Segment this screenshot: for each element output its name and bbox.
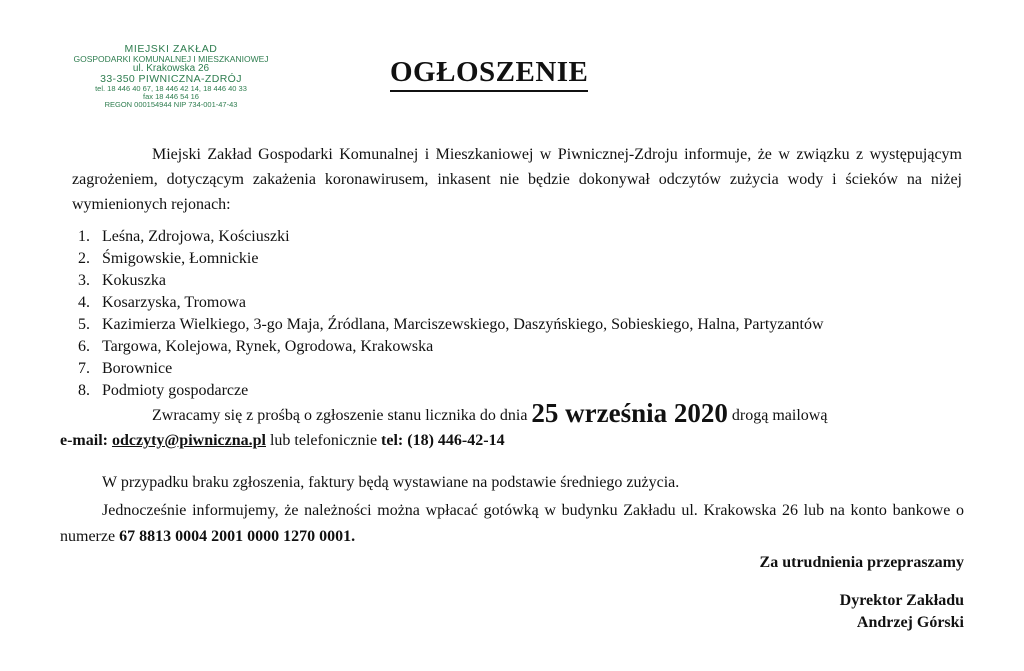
list-text: Kosarzyska, Tromowa <box>102 294 246 311</box>
company-stamp <box>68 44 274 109</box>
stamp-line: 33-350 PIWNICZNA-ZDRÓJ <box>100 73 242 86</box>
list-item <box>78 248 824 270</box>
list-number: 7. <box>78 360 90 377</box>
list-item <box>78 314 824 336</box>
intro-paragraph: Miejski Zakład Gospodarki Komunalnej i Mieszkaniowej w Piwnicznej-Zdroju informuje, że w związku z występującym zagrożeniem, dotyczącym zakażenia koronawirusem, inkasent nie będzie dokonywał odczytów zużycia wody i ścieków na niżej wymienionych rejonach: <box>72 146 962 213</box>
stamp-line: tel. 18 446 40 67, 18 446 42 14, 18 446 40 33 <box>95 84 247 94</box>
list-number: 8. <box>78 382 90 399</box>
phone-number: tel: (18) 446-42-14 <box>381 432 505 449</box>
list-item <box>78 336 824 358</box>
list-text: Leśna, Zdrojowa, Kościuszki <box>102 228 290 245</box>
deadline-paragraph <box>152 398 827 429</box>
signature-name: Andrzej Górski <box>856 614 964 631</box>
list-number: 6. <box>78 338 90 355</box>
billing-note: W przypadku braku zgłoszenia, faktury będą wystawiane na podstawie średniego zużycia. <box>102 474 680 491</box>
list-item <box>78 292 824 314</box>
list-text: Targowa, Kolejowa, Rynek, Ogrodowa, Krakowska <box>102 338 434 355</box>
list-number: 2. <box>78 250 90 267</box>
list-text: Kazimierza Wielkiego, 3-go Maja, Źródlana, Marciszewskiego, Daszyńskiego, Sobieskiego, Halna, Partyzantów <box>102 316 824 333</box>
list-number: 5. <box>78 316 90 333</box>
deadline-text-after: drogą mailową <box>727 407 828 424</box>
list-text: Borownice <box>102 360 173 377</box>
email-label: e-mail: <box>60 432 112 449</box>
list-item <box>78 358 824 380</box>
account-number: 67 8813 0004 2001 0000 1270 0001. <box>119 528 356 545</box>
list-number: 3. <box>78 272 90 289</box>
deadline-date: 25 września 2020 <box>531 398 728 428</box>
list-text: Podmioty gospodarcze <box>102 382 249 399</box>
regions-list <box>78 226 824 402</box>
payment-text: Jednocześnie informujemy, że należności można wpłacać gotówką w budynku Zakładu ul. Krakowska 26 lub na konto bankowe o numerze <box>60 502 964 545</box>
stamp-line: REGON 000154944 NIP 734-001-47-43 <box>104 100 238 110</box>
stamp-line: fax 18 446 54 16 <box>143 92 199 102</box>
list-text: Śmigowskie, Łomnickie <box>102 250 259 267</box>
deadline-text-before: Zwracamy się z prośbą o zgłoszenie stanu licznika do dnia <box>152 407 532 424</box>
list-item <box>78 270 824 292</box>
list-number: 1. <box>78 228 90 245</box>
list-text: Kokuszka <box>102 272 166 289</box>
apology-line: Za utrudnienia przepraszamy <box>759 554 964 571</box>
payment-paragraph <box>60 498 964 550</box>
list-item <box>78 226 824 248</box>
stamp-line: MIEJSKI ZAKŁAD <box>124 43 218 55</box>
document-title: OGŁOSZENIE <box>390 56 588 92</box>
contact-middle-text: lub telefonicznie <box>265 432 382 449</box>
signature-role: Dyrektor Zakładu <box>839 592 964 609</box>
contact-line <box>60 432 505 450</box>
stamp-line: ul. Krakowska 26 <box>132 62 210 74</box>
stamp-line: GOSPODARKI KOMUNALNEJ I MIESZKANIOWEJ <box>73 54 269 65</box>
list-number: 4. <box>78 294 90 311</box>
email-link[interactable]: odczyty@piwniczna.pl <box>111 432 266 449</box>
